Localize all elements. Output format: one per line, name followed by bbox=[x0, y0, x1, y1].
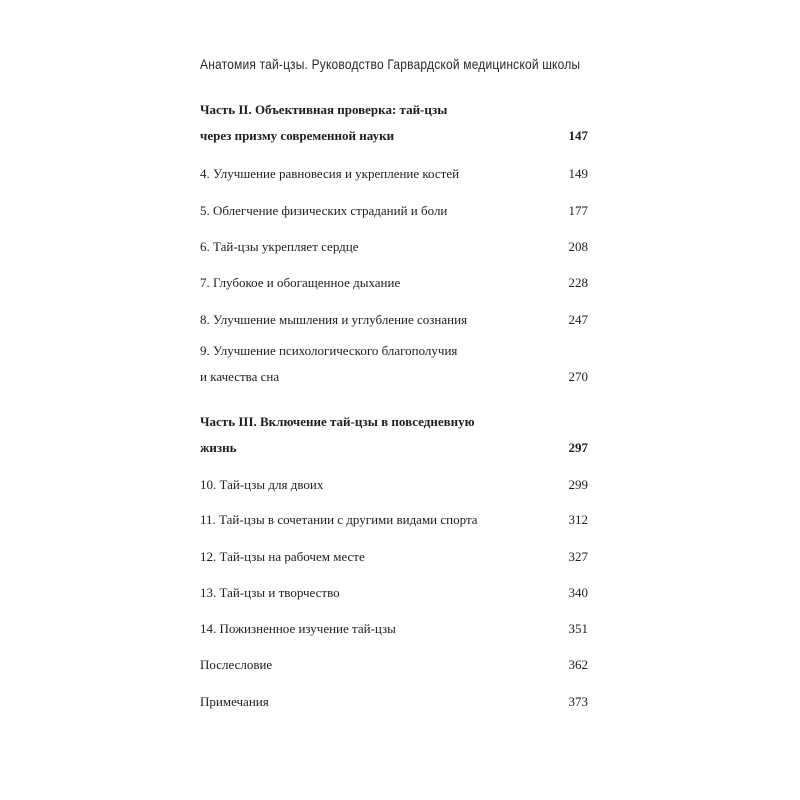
toc-entry-title: 13. Тай-цзы и творчество bbox=[200, 585, 340, 600]
toc-entry-line bbox=[200, 577, 588, 603]
toc-entry-line bbox=[200, 412, 588, 432]
toc-entry-line bbox=[200, 649, 588, 675]
toc-part-entry bbox=[200, 100, 588, 146]
toc-entry-line bbox=[200, 120, 588, 146]
toc-page-number: 228 bbox=[568, 275, 588, 290]
toc-entry-line bbox=[200, 361, 588, 387]
toc-entry-line bbox=[200, 613, 588, 639]
toc-entry-title: 7. Глубокое и обогащенное дыхание bbox=[200, 275, 401, 290]
toc-page-number: 340 bbox=[568, 585, 588, 600]
toc-entry bbox=[200, 686, 588, 712]
toc-page-number: 312 bbox=[568, 512, 588, 527]
toc-page-number: 177 bbox=[568, 203, 588, 218]
toc-entry bbox=[200, 613, 588, 639]
toc-entry-title: 5. Облегчение физических страданий и боли bbox=[200, 203, 448, 218]
toc-entry-title: 9. Улучшение психологического благополучия bbox=[200, 343, 458, 358]
toc-entry-title: Примечания bbox=[200, 694, 269, 709]
running-head: Анатомия тай-цзы. Руководство Гарвардской медицинской школы bbox=[200, 56, 581, 72]
dot-leader bbox=[346, 577, 563, 597]
toc-entry-line bbox=[200, 304, 588, 330]
dot-leader bbox=[275, 686, 563, 706]
dot-leader bbox=[329, 469, 562, 489]
toc-entry bbox=[200, 158, 588, 184]
toc-entry-title: 4. Улучшение равновесия и укрепление костей bbox=[200, 166, 460, 181]
toc-entry-line bbox=[200, 231, 588, 257]
toc-entry-title: через призму современной науки bbox=[200, 128, 395, 143]
dot-leader bbox=[365, 231, 563, 251]
toc-page-number: 270 bbox=[568, 369, 588, 384]
toc-entry-line bbox=[200, 158, 588, 184]
toc-page-number: 373 bbox=[568, 694, 588, 709]
toc-entry-title: Послесловие bbox=[200, 657, 273, 672]
dot-leader bbox=[285, 361, 562, 381]
toc-page-number: 149 bbox=[568, 166, 588, 181]
toc-page-number: 299 bbox=[568, 477, 588, 492]
toc-page-number: 327 bbox=[568, 549, 588, 564]
dot-leader bbox=[453, 195, 562, 215]
toc-page-number: 208 bbox=[568, 239, 588, 254]
toc-entry bbox=[200, 504, 588, 530]
toc-page-number: 351 bbox=[568, 621, 588, 636]
toc-entry bbox=[200, 341, 588, 387]
toc-entry-title: 11. Тай-цзы в сочетании с другими видами спорта bbox=[200, 512, 478, 527]
toc-entry-title: 12. Тай-цзы на рабочем месте bbox=[200, 549, 365, 564]
toc-entry bbox=[200, 577, 588, 603]
dot-leader bbox=[402, 613, 563, 633]
toc-entry-line bbox=[200, 541, 588, 567]
toc-entry-title: 10. Тай-цзы для двоих bbox=[200, 477, 324, 492]
toc-entry bbox=[200, 231, 588, 257]
toc-entry-title: Часть II. Объективная проверка: тай-цзы bbox=[200, 102, 448, 117]
toc-entry-title: 8. Улучшение мышления и углубление сознания bbox=[200, 312, 468, 327]
dot-leader bbox=[473, 304, 562, 324]
toc-entry-line bbox=[200, 686, 588, 712]
toc-entry-title: 6. Тай-цзы укрепляет сердце bbox=[200, 239, 359, 254]
dot-leader bbox=[371, 541, 563, 561]
dot-leader bbox=[484, 504, 563, 524]
toc-entry bbox=[200, 649, 588, 675]
toc-page-number: 297 bbox=[568, 440, 588, 455]
toc-entry-line bbox=[200, 341, 588, 361]
toc-part-entry bbox=[200, 412, 588, 458]
toc-entry-title: 14. Пожизненное изучение тай-цзы bbox=[200, 621, 396, 636]
toc-entry-line bbox=[200, 195, 588, 221]
dot-leader bbox=[243, 432, 563, 452]
toc-entry bbox=[200, 304, 588, 330]
toc-entry bbox=[200, 267, 588, 293]
toc-entry-title: жизнь bbox=[200, 440, 237, 455]
toc-entry-title: и качества сна bbox=[200, 369, 280, 384]
toc-entry-line bbox=[200, 504, 588, 530]
dot-leader bbox=[465, 158, 562, 178]
dot-leader bbox=[278, 649, 562, 669]
toc-page-number: 247 bbox=[568, 312, 588, 327]
dot-leader bbox=[406, 267, 562, 287]
toc-entry-line bbox=[200, 469, 588, 495]
toc-entry bbox=[200, 469, 588, 495]
toc-entry bbox=[200, 541, 588, 567]
toc-entry-line bbox=[200, 267, 588, 293]
toc-entry-line bbox=[200, 432, 588, 458]
toc-entry-title: Часть III. Включение тай-цзы в повседневную bbox=[200, 414, 475, 429]
toc-page-number: 362 bbox=[568, 657, 588, 672]
toc-entry-line bbox=[200, 100, 588, 120]
toc-page-number: 147 bbox=[568, 128, 588, 143]
dot-leader bbox=[400, 120, 562, 140]
toc-entry bbox=[200, 195, 588, 221]
